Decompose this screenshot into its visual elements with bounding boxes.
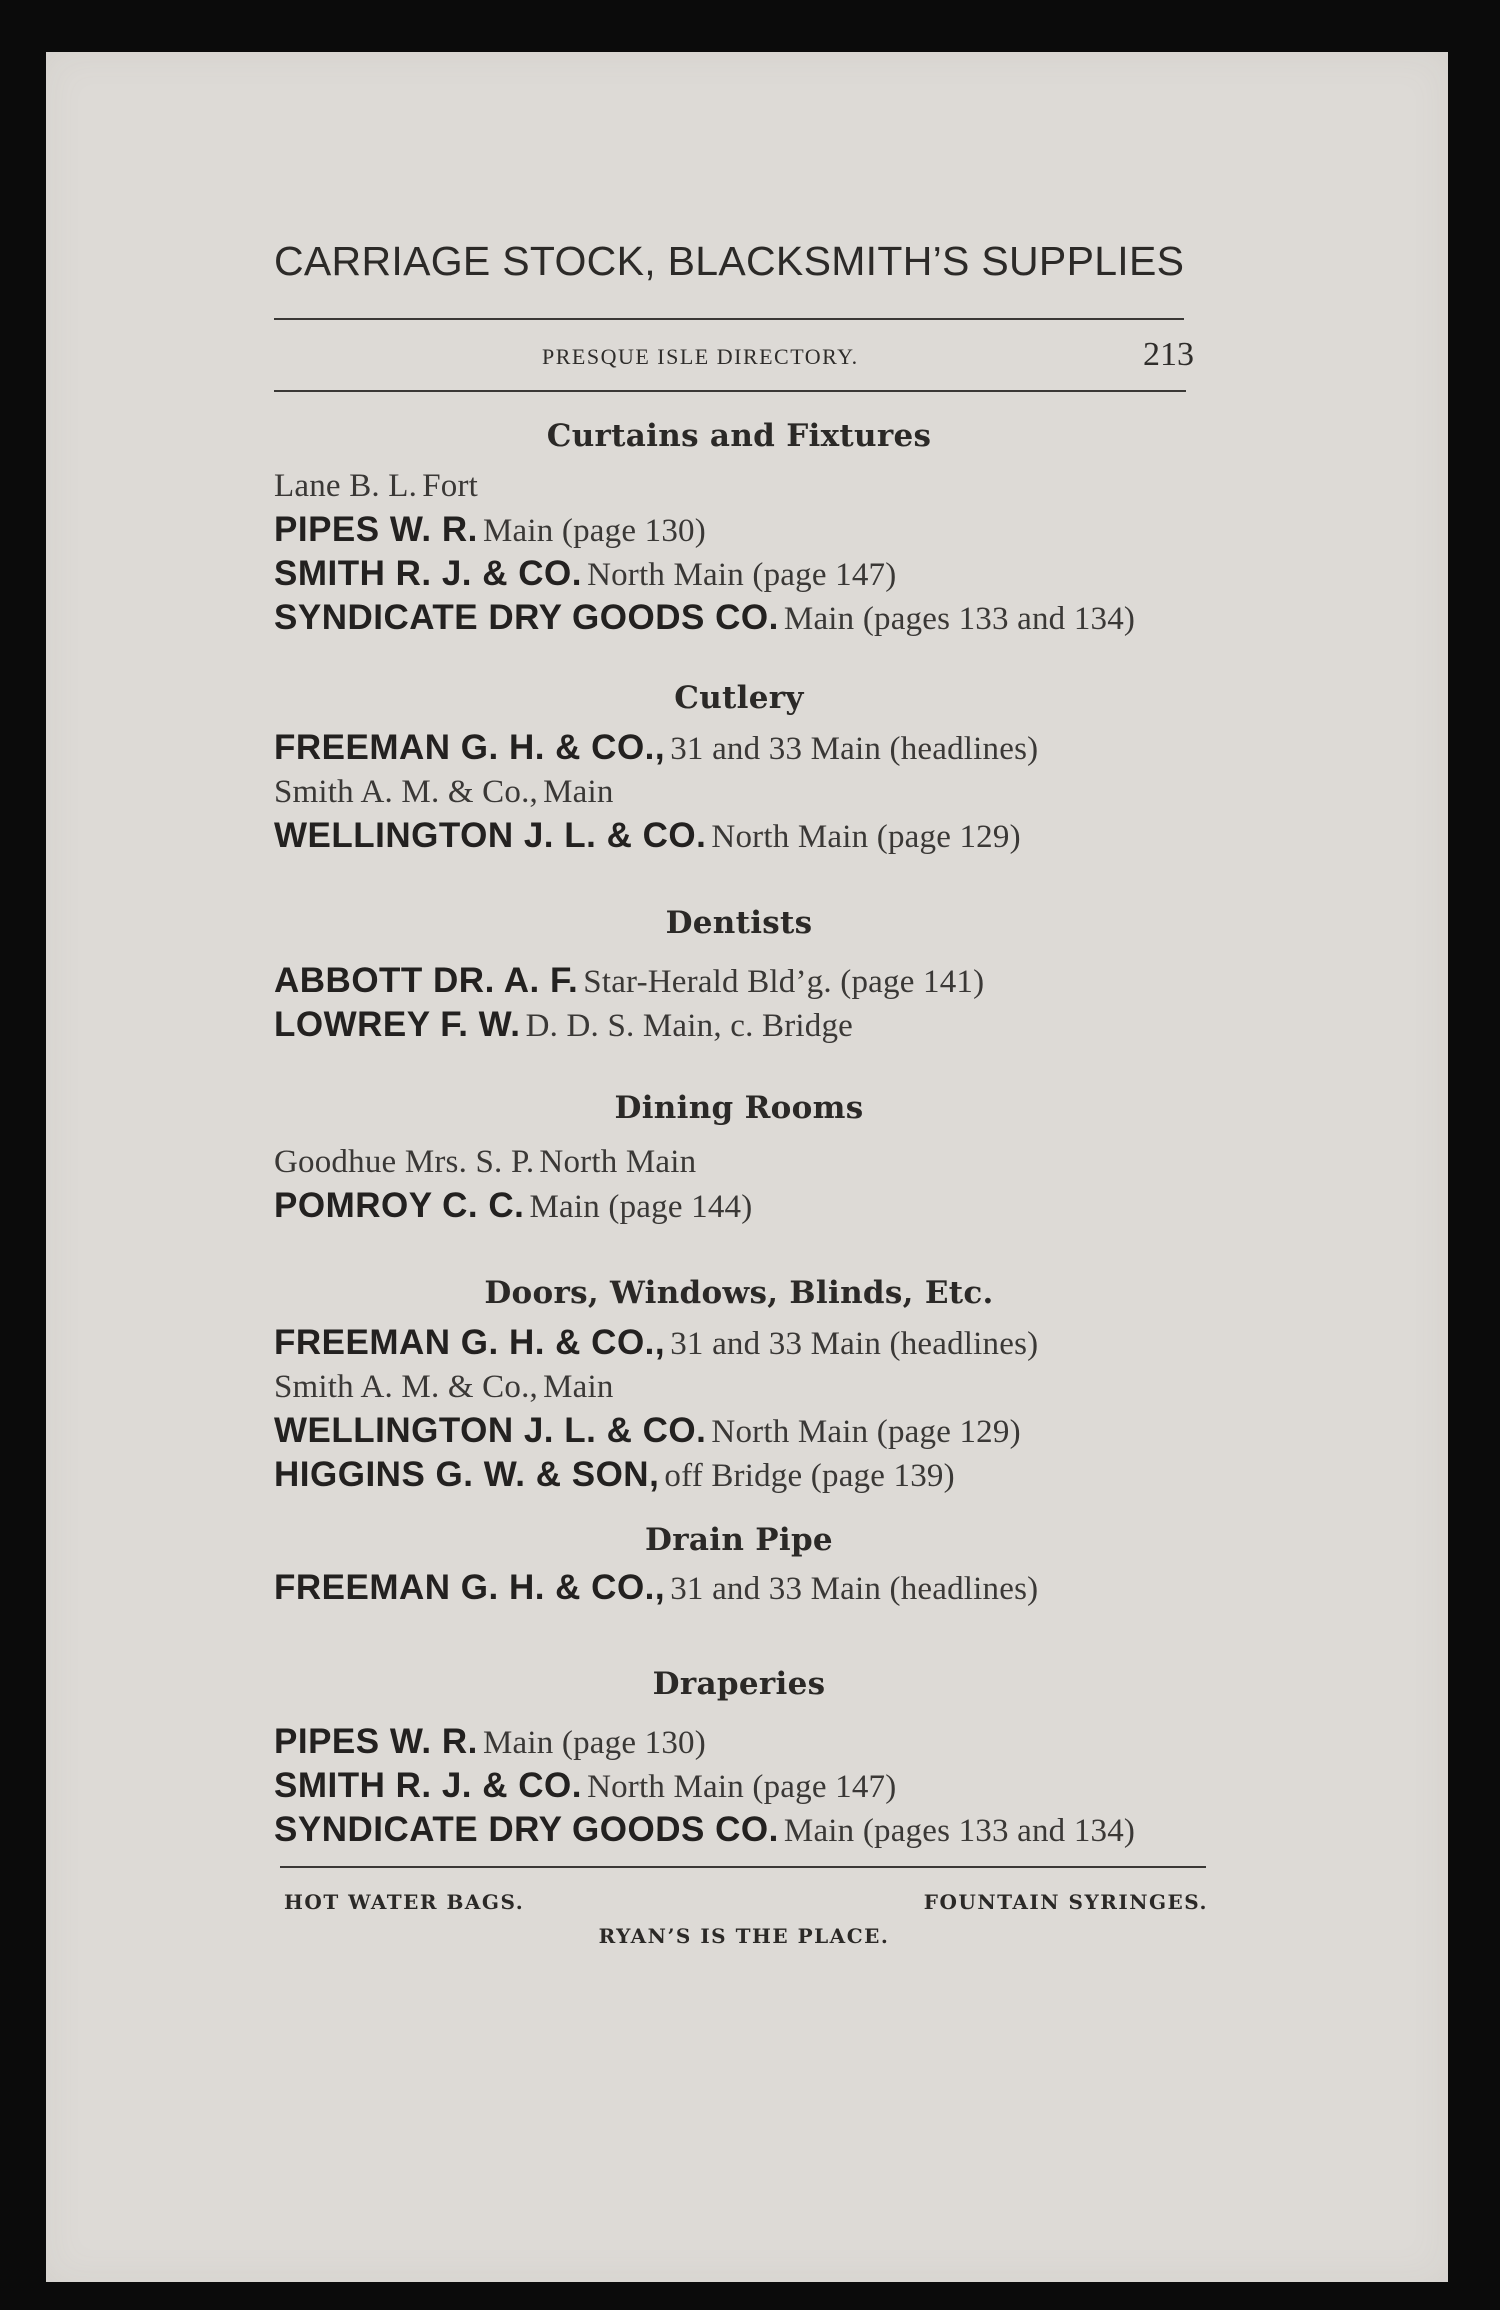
list-item bbox=[274, 1140, 1204, 1184]
entry-address: Fort bbox=[422, 468, 479, 504]
list-item bbox=[274, 508, 1204, 552]
entry-name: Lane B. L. bbox=[274, 468, 418, 504]
list-item bbox=[274, 1720, 1204, 1764]
footer-ad-left: HOT WATER BAGS. bbox=[284, 1890, 525, 1914]
entry-name: POMROY C. C. bbox=[274, 1186, 525, 1225]
category-heading: CARRIAGE STOCK, BLACKSMITH’S SUPPLIES bbox=[274, 238, 1185, 284]
entry-address: 31 and 33 Main (headlines) bbox=[670, 1326, 1039, 1362]
entry-name: Smith A. M. & Co., bbox=[274, 774, 538, 810]
footer-ad-right: FOUNTAIN SYRINGES. bbox=[923, 1890, 1208, 1914]
entry-name: PIPES W. R. bbox=[274, 510, 478, 549]
entry-name: SYNDICATE DRY GOODS CO. bbox=[274, 1810, 779, 1849]
entry-address: Main bbox=[543, 1369, 614, 1405]
list-item bbox=[274, 1003, 1204, 1047]
list-item bbox=[274, 464, 1204, 508]
entry-name: FREEMAN G. H. & CO., bbox=[274, 1323, 666, 1362]
header-rule-top bbox=[274, 318, 1184, 320]
entry-address: D. D. S. Main, c. Bridge bbox=[525, 1008, 854, 1044]
section-drain-pipe bbox=[274, 1522, 1204, 1610]
list-item bbox=[274, 1184, 1204, 1228]
entry-address: 31 and 33 Main (headlines) bbox=[670, 731, 1039, 767]
entry-address: Main (page 130) bbox=[482, 1725, 706, 1761]
entry-name: WELLINGTON J. L. & CO. bbox=[274, 1411, 707, 1450]
entry-name: SMITH R. J. & CO. bbox=[274, 554, 582, 593]
entry-address: Main (pages 133 and 134) bbox=[783, 601, 1136, 637]
section-heading: Dentists bbox=[665, 905, 813, 941]
list-item bbox=[274, 552, 1204, 596]
entry-name: WELLINGTON J. L. & CO. bbox=[274, 816, 707, 855]
entry-address: North Main (page 147) bbox=[587, 1769, 897, 1805]
page-number: 213 bbox=[1143, 336, 1194, 373]
section-heading: Dining Rooms bbox=[614, 1090, 864, 1126]
entry-address: North Main (page 129) bbox=[711, 819, 1021, 855]
list-item bbox=[274, 1409, 1204, 1453]
entry-name: Goodhue Mrs. S. P. bbox=[274, 1144, 535, 1180]
running-header bbox=[274, 336, 1194, 380]
list-item bbox=[274, 1365, 1204, 1409]
section-dentists bbox=[274, 905, 1204, 1047]
entry-address: Main bbox=[543, 774, 614, 810]
entry-address: Star-Herald Bld’g. (page 141) bbox=[583, 964, 985, 1000]
list-item bbox=[274, 814, 1204, 858]
footer-ad-center: RYAN’S IS THE PLACE. bbox=[598, 1924, 890, 1948]
entry-address: off Bridge (page 139) bbox=[664, 1458, 955, 1494]
list-item bbox=[274, 726, 1204, 770]
list-item bbox=[274, 596, 1204, 640]
entry-name: FREEMAN G. H. & CO., bbox=[274, 1568, 666, 1607]
entry-name: PIPES W. R. bbox=[274, 1722, 478, 1761]
list-item bbox=[274, 1321, 1204, 1365]
list-item bbox=[274, 1808, 1204, 1852]
list-item bbox=[274, 1453, 1204, 1497]
entry-address: North Main bbox=[539, 1144, 697, 1180]
section-cutlery bbox=[274, 680, 1204, 858]
entry-name: FREEMAN G. H. & CO., bbox=[274, 728, 666, 767]
list-item bbox=[274, 1764, 1204, 1808]
entry-address: 31 and 33 Main (headlines) bbox=[670, 1571, 1039, 1607]
entry-name: SMITH R. J. & CO. bbox=[274, 1766, 582, 1805]
entry-name: SYNDICATE DRY GOODS CO. bbox=[274, 598, 779, 637]
entry-name: ABBOTT DR. A. F. bbox=[274, 961, 579, 1000]
section-heading: Cutlery bbox=[674, 680, 804, 716]
entry-address: Main (page 130) bbox=[482, 513, 706, 549]
header-rule-bottom bbox=[274, 390, 1186, 392]
entry-address: North Main (page 129) bbox=[711, 1414, 1021, 1450]
section-heading: Drain Pipe bbox=[645, 1522, 833, 1558]
entry-name: LOWREY F. W. bbox=[274, 1005, 521, 1044]
list-item bbox=[274, 959, 1204, 1003]
section-doors-windows-blinds bbox=[274, 1275, 1204, 1497]
list-item bbox=[274, 1566, 1204, 1610]
section-draperies bbox=[274, 1666, 1204, 1852]
entry-name: Smith A. M. & Co., bbox=[274, 1369, 538, 1405]
entry-address: Main (page 144) bbox=[529, 1189, 753, 1225]
running-title: PRESQUE ISLE DIRECTORY. bbox=[542, 344, 859, 369]
section-heading: Doors, Windows, Blinds, Etc. bbox=[484, 1275, 994, 1311]
section-heading: Curtains and Fixtures bbox=[546, 418, 932, 454]
entry-address: Main (pages 133 and 134) bbox=[783, 1813, 1136, 1849]
entry-address: North Main (page 147) bbox=[587, 557, 897, 593]
list-item bbox=[274, 770, 1204, 814]
section-heading: Draperies bbox=[652, 1666, 826, 1702]
footer-rule bbox=[280, 1866, 1206, 1868]
section-dining-rooms bbox=[274, 1090, 1204, 1228]
entry-name: HIGGINS G. W. & SON, bbox=[274, 1455, 660, 1494]
section-curtains-and-fixtures bbox=[274, 418, 1204, 640]
